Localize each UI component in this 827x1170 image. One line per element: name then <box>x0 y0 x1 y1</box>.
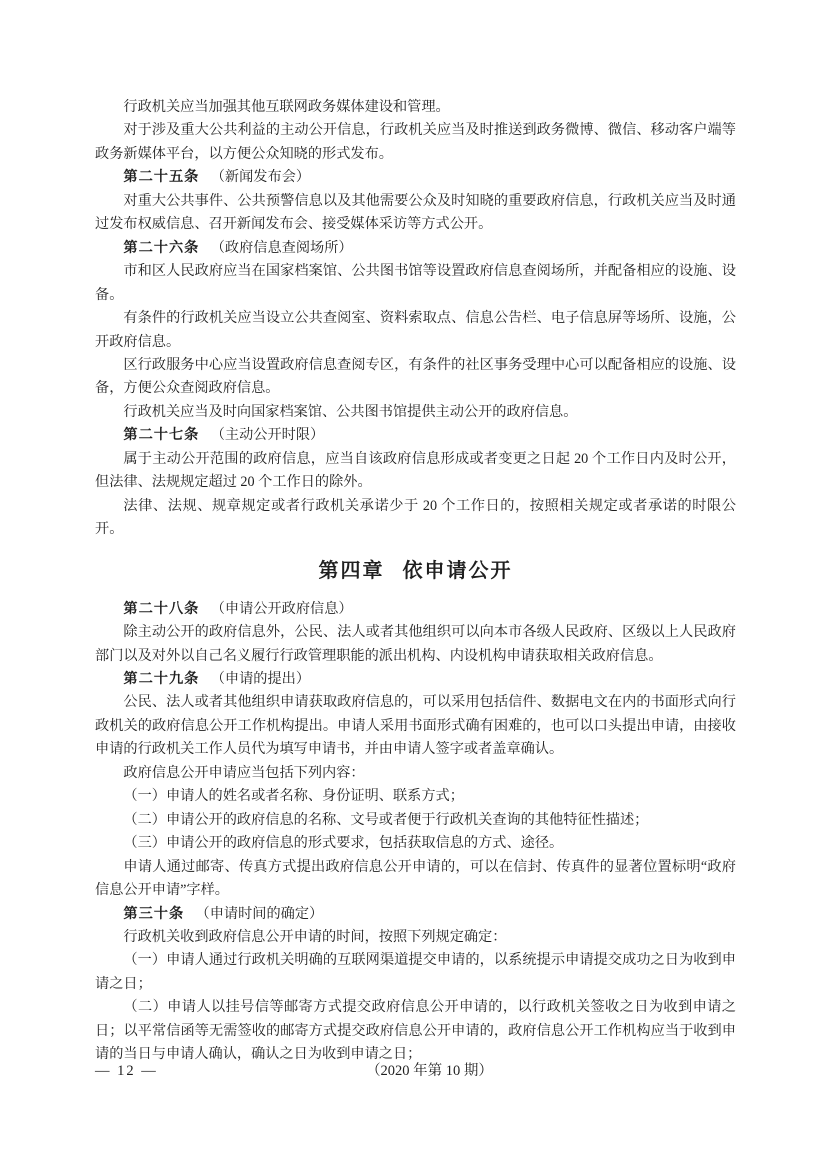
chapter-title: 依申请公开 <box>402 559 513 582</box>
chapter-number: 第四章 <box>318 559 385 582</box>
article-number: 第二十八条 <box>123 600 200 617</box>
paragraph: （一）申请人的姓名或者名称、身份证明、联系方式； <box>123 788 464 805</box>
paragraph: 区行政服务中心应当设置政府信息查阅专区，有条件的社区事务受理中心可以配备相应的设施、设备，方便公众查阅政府信息。 <box>95 356 736 397</box>
article-number: 第二十五条 <box>123 169 200 186</box>
article-title: （申请的提出） <box>210 670 311 687</box>
article-title: （申请公开政府信息） <box>210 600 353 617</box>
article-heading <box>95 424 736 447</box>
document-content <box>95 96 736 1067</box>
article-number: 第二十七条 <box>123 427 200 444</box>
paragraph: 行政机关应当加强其他互联网政务媒体建设和管理。 <box>123 99 450 115</box>
article-heading <box>95 598 736 621</box>
paragraph: 公民、法人或者其他组织申请获取政府信息的，可以采用包括信件、数据电文在内的书面形式向行政机关的政府信息公开工作机构提出。申请人采用书面形式确有困难的，也可以口头提出申请，由接收申请的行政机关工作人员代为填写申请书，并由申请人签字或者盖章确认。 <box>95 694 736 758</box>
paragraph: 行政机关收到政府信息公开申请的时间，按照下列规定确定： <box>123 928 507 945</box>
paragraph: 有条件的行政机关应当设立公共查阅室、资料索取点、信息公告栏、电子信息屏等场所、设施，公开政府信息。 <box>95 310 736 350</box>
article-number: 第二十六条 <box>123 239 200 256</box>
paragraph: 申请人通过邮寄、传真方式提出政府信息公开申请的，可以在信封、传真件的显著位置标明“政府信息公开申请”字样。 <box>95 858 736 899</box>
paragraph: 行政机关应当及时向国家档案馆、公共图书馆提供主动公开的政府信息。 <box>123 403 578 420</box>
article-number: 第二十九条 <box>123 670 200 687</box>
page-footer <box>95 1059 736 1083</box>
chapter-heading <box>95 556 736 586</box>
article-title: （新闻发布会） <box>210 169 311 186</box>
article-heading <box>95 668 736 691</box>
paragraph: 对重大公共事件、公共预警信息以及其他需要公众及时知晓的重要政府信息，行政机关应当及时通过发布权威信息、召开新闻发布会、接受媒体采访等方式公开。 <box>95 192 736 233</box>
article-heading <box>95 237 736 260</box>
paragraph: 法律、法规、规章规定或者行政机关承诺少于 20 个工作日的，按照相关规定或者承诺的时限公开。 <box>95 497 736 538</box>
paragraph: 市和区人民政府应当在国家档案馆、公共图书馆等设置政府信息查阅场所，并配备相应的设施、设备。 <box>95 263 736 303</box>
article-title: （申请时间的确定） <box>195 905 324 922</box>
article-title: （政府信息查阅场所） <box>210 239 353 256</box>
article-title: （主动公开时限） <box>210 427 325 444</box>
paragraph: 属于主动公开范围的政府信息，应当自该政府信息形成或者变更之日起 20 个工作日内及时公开，但法律、法规规定超过 20 个工作日的除外。 <box>95 450 736 491</box>
paragraph: （二）申请公开的政府信息的名称、文号或者便于行政机关查询的其他特征性描述； <box>123 811 649 828</box>
article-heading <box>95 166 736 189</box>
article-heading <box>95 903 736 926</box>
paragraph: 对于涉及重大公共利益的主动公开信息，行政机关应当及时推送到政务微博、微信、移动客户端等政务新媒体平台，以方便公众知晓的形式发布。 <box>95 122 736 162</box>
paragraph: （一）申请人通过行政机关明确的互联网渠道提交申请的，以系统提示申请提交成功之日为收到申请之日； <box>95 952 736 992</box>
article-number: 第三十条 <box>123 905 185 922</box>
paragraph: 政府信息公开申请应当包括下列内容： <box>123 764 365 781</box>
paragraph: 除主动公开的政府信息外，公民、法人或者其他组织可以向本市各级人民政府、区级以上人民政府部门以及对外以自己名义履行行政管理职能的派出机构、内设机构申请获取相关政府信息。 <box>95 624 736 664</box>
paragraph: （二）申请人以挂号信等邮寄方式提交政府信息公开申请的，以行政机关签收之日为收到申请之日；以平常信函等无需签收的邮寄方式提交政府信息公开申请的，政府信息公开工作机构应当于收到申请的当日与申请人确认，确认之日为收到申请之日； <box>95 999 736 1063</box>
footer-page-number: — 12 — <box>95 1063 158 1079</box>
paragraph: （三）申请公开的政府信息的形式要求，包括获取信息的方式、途径。 <box>123 835 564 852</box>
footer-issue-label: （2020 年第 10 期） <box>366 1063 493 1079</box>
